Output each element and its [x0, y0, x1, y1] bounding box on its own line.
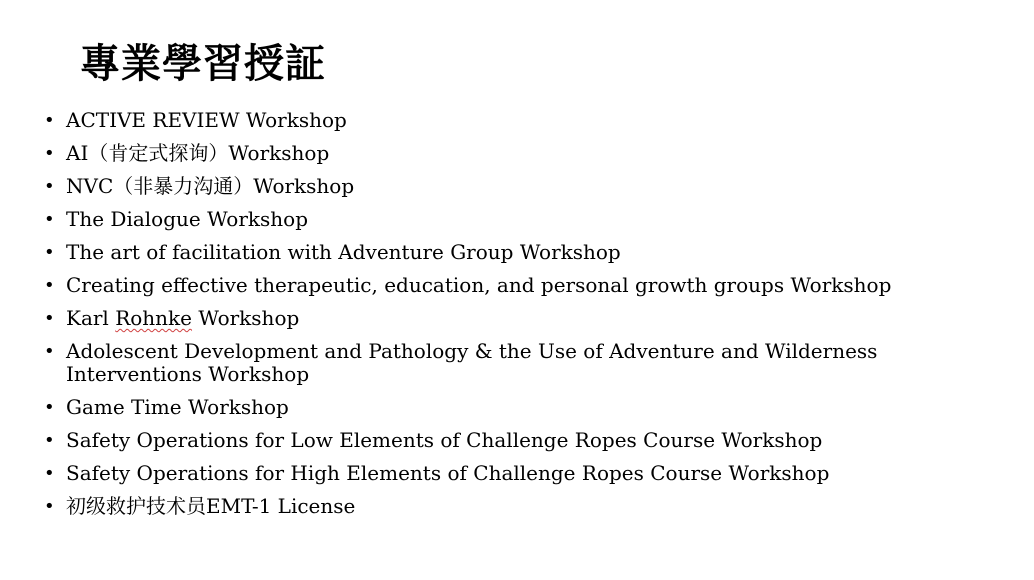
list-item-text: Safety Operations for High Elements of Challenge Ropes Course Workshop [66, 461, 830, 485]
list-item [44, 490, 984, 523]
list-item [44, 236, 984, 269]
bullet-list [44, 104, 984, 523]
list-item-text [66, 306, 299, 330]
bullet-icon: • [44, 209, 55, 230]
bullet-icon: • [44, 308, 55, 329]
list-item [44, 269, 984, 302]
bullet-icon: • [44, 463, 55, 484]
list-item [44, 137, 984, 170]
list-item [44, 391, 984, 424]
bullet-icon: • [44, 341, 55, 362]
list-item [44, 203, 984, 236]
bullet-icon: • [44, 110, 55, 131]
list-item [44, 424, 984, 457]
list-item [44, 335, 984, 391]
list-item [44, 104, 984, 137]
list-item [44, 457, 984, 490]
bullet-icon: • [44, 242, 55, 263]
bullet-icon: • [44, 176, 55, 197]
list-item [44, 302, 984, 335]
list-item-text: The art of facilitation with Adventure Group Workshop [66, 240, 621, 264]
spellcheck-flagged-word[interactable]: Rohnke [115, 306, 193, 330]
list-item-text-suffix: Workshop [192, 306, 300, 330]
list-item [44, 170, 984, 203]
list-item-text: Adolescent Development and Pathology & the Use of Adventure and Wilderness Interventions Workshop [66, 339, 878, 386]
list-item-text: AI（肯定式探询）Workshop [66, 141, 330, 165]
list-item-text-prefix: Karl [66, 306, 116, 330]
list-item-text: The Dialogue Workshop [66, 207, 308, 231]
list-item-text: ACTIVE REVIEW Workshop [66, 108, 347, 132]
list-item-text: NVC（非暴力沟通）Workshop [66, 174, 355, 198]
slide-title: 專業學習授証 [80, 41, 326, 87]
bullet-icon: • [44, 143, 55, 164]
list-item-text: Creating effective therapeutic, education, and personal growth groups Workshop [66, 273, 892, 297]
bullet-icon: • [44, 275, 55, 296]
list-item-text: Safety Operations for Low Elements of Challenge Ropes Course Workshop [66, 428, 823, 452]
bullet-icon: • [44, 430, 55, 451]
list-item-text: 初级救护技术员EMT-1 License [66, 494, 356, 518]
bullet-icon: • [44, 397, 55, 418]
list-item-text: Game Time Workshop [66, 395, 289, 419]
bullet-icon: • [44, 496, 55, 517]
